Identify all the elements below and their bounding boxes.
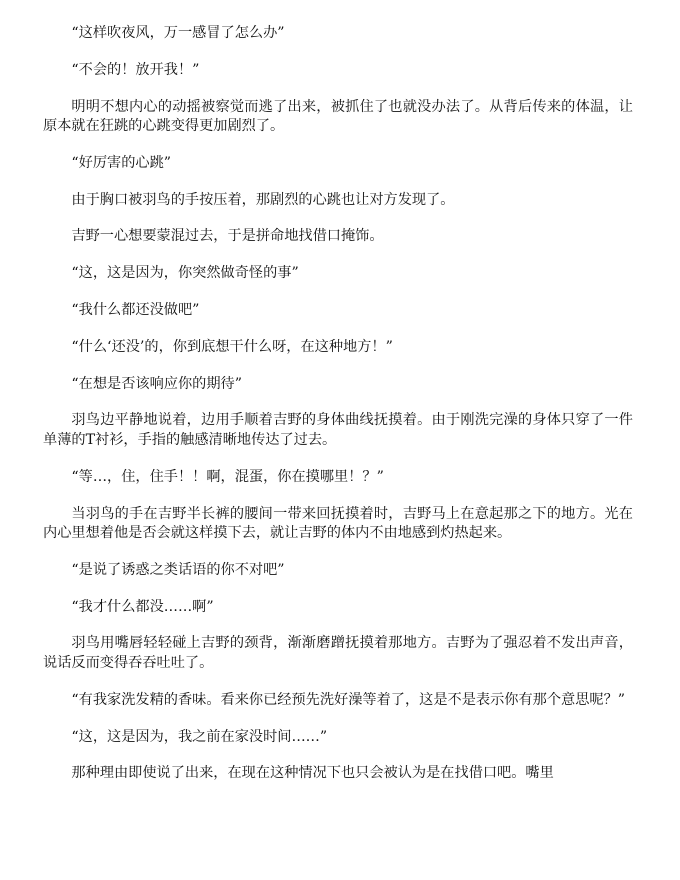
paragraph-17: “有我家洗发精的香味。看来你已经预先洗好澡等着了，这是不是表示你有那个意思呢？”: [71, 691, 626, 708]
paragraph-19: 那种理由即使说了出来，在现在这种情况下也只会被认为是在找借口吧。嘴里: [71, 765, 554, 782]
paragraph-10: “在想是否该响应你的期待”: [71, 375, 242, 392]
paragraph-14: “是说了诱惑之类话语的你不对吧”: [71, 561, 285, 578]
paragraph-3: 明明不想内心的动摇被察觉而逃了出来，被抓住了也就没办法了。从背后传来的体温，让原本就在狂跳的心跳变得更加剧烈了。: [43, 98, 633, 135]
paragraph-5: 由于胸口被羽鸟的手按压着，那剧烈的心跳也让对方发现了。: [71, 191, 455, 208]
paragraph-15: “我才什么都没……啊”: [71, 598, 214, 615]
paragraph-4: “好厉害的心跳”: [71, 154, 172, 171]
paragraph-8: “我什么都还没做吧”: [71, 302, 200, 319]
paragraph-13: 当羽鸟的手在吉野半长裤的腰间一带来回抚摸着时，吉野马上在意起那之下的地方。光在内心里想着他是否会就这样摸下去，就让吉野的体内不由地感到灼热起来。: [43, 505, 633, 542]
paragraph-11: 羽鸟边平静地说着，边用手顺着吉野的身体曲线抚摸着。由于刚洗完澡的身体只穿了一件单薄的T衬衫，手指的触感清晰地传达了过去。: [43, 412, 633, 448]
paragraph-7: “这，这是因为，你突然做奇怪的事”: [71, 265, 299, 282]
paragraph-18: “这，这是因为，我之前在家没时间……”: [71, 728, 328, 745]
paragraph-6: 吉野一心想要蒙混过去，于是拼命地找借口掩饰。: [71, 228, 384, 245]
paragraph-9: “什么‘还没’的，你到底想干什么呀，在这种地方！”: [71, 338, 393, 355]
paragraph-16: 羽鸟用嘴唇轻轻碰上吉野的颈背，渐渐磨蹭抚摸着那地方。吉野为了强忍着不发出声音，说话反而变得吞吞吐吐了。: [43, 635, 633, 671]
paragraph-12: “等…，住，住手！！啊，混蛋，你在摸哪里！？”: [71, 468, 384, 485]
paragraph-1: “这样吹夜风，万一感冒了怎么办”: [71, 25, 285, 41]
paragraph-2: “不会的！放开我！”: [71, 61, 200, 78]
document-body: [43, 24, 633, 801]
